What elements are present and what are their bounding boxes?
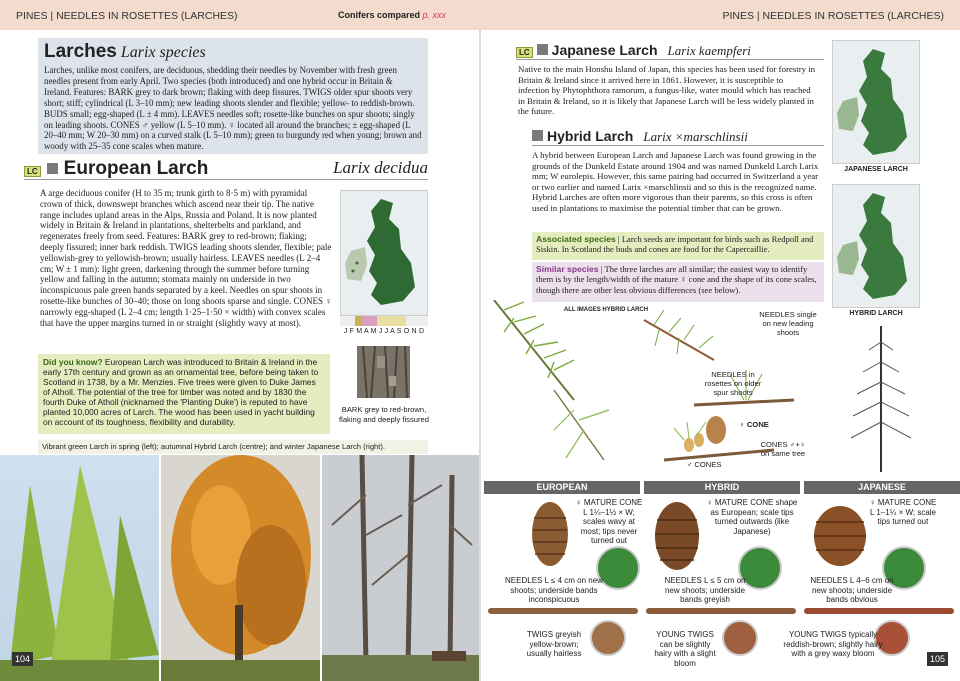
distribution-map-european — [340, 190, 428, 316]
associated-label: Associated species — [536, 234, 616, 244]
european-title: European Larch — [63, 158, 209, 179]
page-number-left: 104 — [12, 652, 33, 666]
european-text: A arge deciduous conifer (H to 35 m; trunk girth to 8·5 m) with pyramidal crown of thick, downswept branches which ascend near their tip. The native range includes upland areas in the Alps, Russia and Poland. It is now planted widely in Britain & Ireland in plantations, shelterbelts and parkland, and regenerates freely from seed. Features: BARK grey to red-brown; flaking; deeply fissured; inner bark reddish. TWIGS leading shoots slender, flexible; pale yellowish-grey to yellowish-brown; usually hairless. LEAVES needles (L 2–4 cm; W ± 1 mm): light green, darkening through the summer before turning yellow and falling in the autumn; stomata mainly on underside in two inconspicuous pale green bands separated by a keel. Needles on spur shoots in rosette-like bunches of 30–40; those on long shoots sparse and single. CONES ♀ narrowly egg-shaped (L 2–4 cm; length 1·25–1·50 × width) with convex scales that have the upper margins turned in or straight (slightly wavy at most). — [40, 188, 332, 328]
japanese-latin: Larix kaempferi — [667, 43, 751, 58]
cone-text-japanese: ♀ MATURE CONE L 1–1¼ × W; scale tips turned out — [869, 498, 937, 526]
did-you-know-label: Did you know? — [43, 357, 103, 367]
status-badge: LC — [24, 166, 41, 177]
european-latin: Larix decidua — [333, 158, 428, 177]
swatch-icon — [537, 44, 548, 55]
twig-detail-european — [590, 620, 626, 656]
label-cone-female: ♀ CONE — [739, 420, 769, 429]
twigs-text-hybrid: YOUNG TWIGS can be slightly hairy with a slight bloom — [654, 630, 716, 668]
european-heading — [24, 158, 428, 180]
twig-detail-hybrid — [722, 620, 758, 656]
cone-text-hybrid: ♀ MATURE CONE shape as European; scale tips turned outwards (like Japanese) — [706, 498, 798, 536]
hybrid-text: A hybrid between European Larch and Japanese Larch was found growing in the grounds of the Dunkeld Estate around 1904 and was named Dunkeld Larch Larix mm; W eurolepis. However, this same pairing had occurred in Switzerland a year or two earlier and named Larix ×marschlinsii and so this is the recognized name. Hybrid Larches are often more vigorous than their parents, so this cross is often used in plantations to maximise the potential timber that can be grown. — [532, 150, 819, 213]
did-you-know-box — [38, 354, 330, 434]
needles-text-european: NEEDLES L ≤ 4 cm on new shoots; underside bands inconspicuous — [505, 576, 603, 604]
status-badge-japanese: LC — [516, 47, 533, 58]
map-label-japanese: JAPANESE LARCH — [844, 166, 908, 173]
larches-intro-box — [38, 38, 428, 154]
cone-japanese — [812, 502, 868, 568]
running-head-right: PINES | NEEDLES IN ROSETTES (LARCHES) — [722, 10, 944, 22]
bark-caption: BARK grey to red-brown, flaking and deeply fissured — [339, 405, 429, 424]
bark-photo — [357, 346, 410, 398]
larches-title: Larches — [44, 41, 117, 62]
twigs-text-japanese: YOUNG TWIGS typically reddish-brown; slightly hairy with a grey waxy bloom — [783, 630, 883, 658]
column-header-japanese: JAPANESE — [804, 481, 960, 494]
map-label-hybrid: HYBRID LARCH — [849, 310, 903, 317]
larches-text: Larches, unlike most conifers, are deciduous, shedding their needles by November with fresh green needles present from early April. Two species (both introduced) and one hybrid occur in Britain & Ireland. Features: BARK grey to dark brown; flaking with deep fissures. TWIGS older spur shoots very short; stiff; cylindrical (L 3–10 mm); new leading shoots slender and flexible; yellow- to reddish-brown. BUDS small; egg-shaped (L ± 4 mm). LEAVES needles soft; rosette-like bunches on spur shoots; singly on leading shoots. CONES ♂ yellow (L 5–10 mm). ♀ located all around the branches; ± egg-shaped (L 20–40 mm; W 20–30 mm) on a curved stalk (L 5–10 mm); green to burgundy red when young; brown and woody with 25–35 cone scales when mature. — [44, 65, 422, 152]
japanese-text: Native to the main Honshu Island of Japan, this species has been used for forestry in Britain & Ireland since it arrived here in 1861. However, it is susceptible to infection by Phytophthora ramorum, a fungus-like, water mould which has reached in Britain & Ireland, so it is likely that Japanese Larch will be less widely planted in the future. — [518, 64, 816, 117]
label-cones: CONES ♂+♀ on same tree — [760, 440, 806, 458]
all-images-note: ALL IMAGES HYBRID LARCH — [563, 307, 649, 313]
cross-reference[interactable]: Conifers compared p. xxx — [338, 10, 447, 20]
month-bar — [340, 316, 428, 326]
needles-text-japanese: NEEDLES L 4–6 cm on new shoots; underside bands obvious — [810, 576, 894, 604]
hybrid-title: Hybrid Larch — [547, 128, 634, 144]
photo-autumn-larch — [161, 455, 320, 681]
did-you-know-text: European Larch was introduced to Britain & Ireland in the early 17th century and grown as an ornamental tree, before being taken to Scotland in 1738, by a Mr. Menzies. Five trees were given to Duke James of Atholl. The potential of the tree for timber was noted and by 1830 the fourth Duke of Atholl (nicknamed the 'Planting Duke') is reputed to have planted 10,000 acres of Larch. The wood has been used in yacht building on account of its toughness, flexibility and durability. — [43, 357, 319, 427]
label-needles-rosette: NEEDLES in rosettes on older spur shoots — [704, 370, 762, 397]
distribution-map-japanese — [832, 40, 920, 164]
needles-text-hybrid: NEEDLES L ≤ 5 cm on new shoots; underside bands greyish — [664, 576, 746, 604]
similar-species-box: Similar species | The three larches are all similar; the easiest way to identify them is by the length/width of the mature ♀ cone and the shape of its cone scales, though there are other less obvious differences (see below). — [532, 262, 824, 302]
column-header-european: EUROPEAN — [484, 481, 640, 494]
cone-hybrid — [650, 498, 704, 572]
photo-spring-larch — [0, 455, 159, 681]
twig-hybrid — [646, 608, 796, 614]
cone-text-european: ♀ MATURE CONE L 1¼–1½ × W; scales wavy at most; tips never turned out — [575, 498, 643, 545]
similar-text: The three larches are all similar; the easiest way to identify them is by the length/width of the mature ♀ cone and the shape of its cone scales, though there are other less obvious differences (see below). — [536, 264, 817, 295]
cone-european — [528, 498, 572, 568]
similar-label: Similar species — [536, 264, 599, 274]
page-gutter — [479, 30, 481, 681]
page-number-right: 105 — [927, 652, 948, 666]
swatch-icon — [47, 163, 58, 174]
label-needles-single: NEEDLES single on new leading shoots — [759, 310, 817, 337]
larches-latin: Larix species — [120, 44, 206, 61]
hybrid-latin: Larix ×marschlinsii — [643, 129, 748, 144]
column-header-hybrid: HYBRID — [644, 481, 800, 494]
month-labels: J F M A M J J A S O N D — [343, 328, 425, 335]
photo-caption: Vibrant green Larch in spring (left); autumnal Hybrid Larch (centre); and winter Japanese Larch (right). — [38, 440, 428, 454]
japanese-title: Japanese Larch — [551, 42, 658, 58]
twig-japanese — [804, 608, 954, 614]
photo-winter-larch — [322, 455, 479, 681]
swatch-icon — [532, 130, 543, 141]
running-head-left: PINES | NEEDLES IN ROSETTES (LARCHES) — [16, 10, 238, 22]
associated-text: Larch seeds are important for birds such as Redpoll and Siskin. In Scotland the buds and cones are food for the Capercaillie. — [536, 234, 814, 255]
tree-silhouette — [846, 322, 916, 476]
twig-european — [488, 608, 638, 614]
hybrid-heading — [532, 128, 824, 146]
japanese-heading — [516, 42, 824, 60]
label-cones-male: ♂ CONES — [686, 460, 722, 469]
associated-species-box: Associated species | Larch seeds are important for birds such as Redpoll and Siskin. In Scotland the buds and cones are food for the Capercaillie. — [532, 232, 824, 260]
distribution-map-hybrid — [832, 184, 920, 308]
twigs-text-european: TWIGS greyish yellow-brown; usually hairless — [526, 630, 582, 658]
